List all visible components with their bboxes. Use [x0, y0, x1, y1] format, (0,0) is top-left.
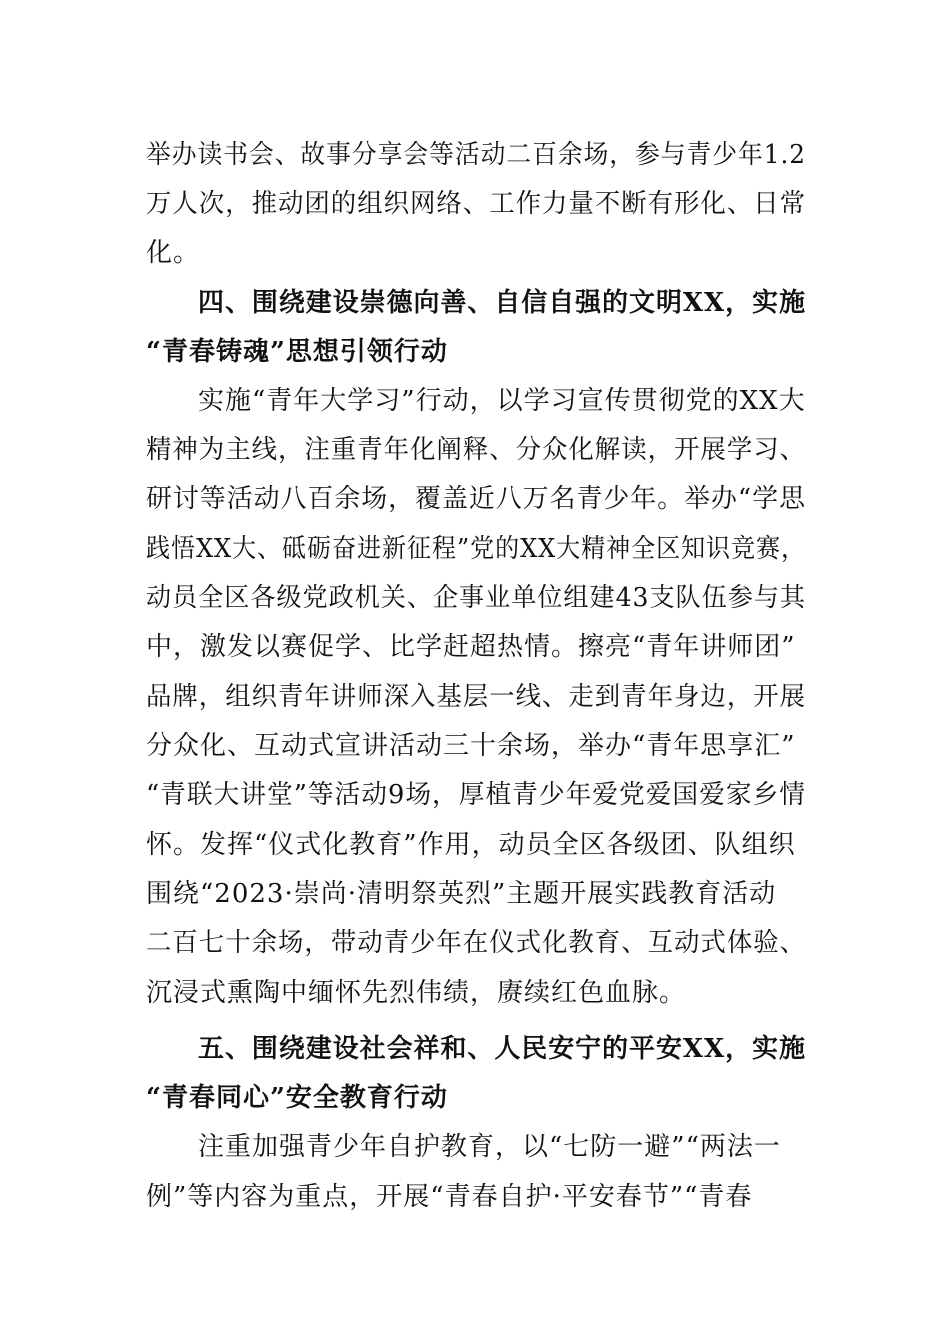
paragraph-line: 动员全区各级党政机关、企事业单位组建43支队伍参与其 [146, 583, 807, 613]
paragraph-line: 化。 [146, 238, 201, 268]
paragraph-line: 实施“青年大学习”行动，以学习宣传贯彻党的XX大 [198, 386, 806, 416]
paragraph-line: 二百七十余场，带动青少年在仪式化教育、互动式体验、 [146, 928, 807, 958]
section-heading: “青春铸魂”思想引领行动 [146, 337, 448, 367]
paragraph-line: 围绕“2023·崇尚·清明祭英烈”主题开展实践教育活动 [146, 879, 777, 909]
paragraph-line: 践悟XX大、砥砺奋进新征程”党的XX大精神全区知识竞赛， [146, 534, 806, 564]
section-heading: “青春同心”安全教育行动 [146, 1083, 448, 1113]
paragraph-line: 沉浸式熏陶中缅怀先烈伟绩，赓续红色血脉。 [146, 978, 687, 1008]
paragraph-line: 研讨等活动八百余场，覆盖近八万名青少年。举办“学思 [146, 484, 806, 514]
section-heading: 五、围绕建设社会祥和、人民安宁的平安XX，实施 [198, 1034, 807, 1064]
paragraph-line: “青联大讲堂”等活动9场，厚植青少年爱党爱国爱家乡情 [146, 780, 807, 810]
paragraph-line: 例”等内容为重点，开展“青春自护·平安春节”“青春 [146, 1182, 753, 1212]
paragraph-line: 精神为主线，注重青年化阐释、分众化解读，开展学习、 [146, 435, 807, 465]
section-heading: 四、围绕建设崇德向善、自信自强的文明XX，实施 [198, 288, 807, 318]
paragraph-line: 分众化、互动式宣讲活动三十余场，举办“青年思享汇” [146, 731, 796, 761]
paragraph-line: 怀。发挥“仪式化教育”作用，动员全区各级团、队组织 [146, 830, 796, 860]
paragraph-line: 中，激发以赛促学、比学赶超热情。擦亮“青年讲师团” [146, 632, 796, 662]
paragraph-line: 品牌，组织青年讲师深入基层一线、走到青年身边，开展 [146, 682, 807, 712]
paragraph-line: 举办读书会、故事分享会等活动二百余场，参与青少年1.2 [146, 140, 807, 170]
paragraph-line: 万人次，推动团的组织网络、工作力量不断有形化、日常 [146, 189, 807, 219]
paragraph-line: 注重加强青少年自护教育，以“七防一避”“两法一 [198, 1132, 781, 1162]
